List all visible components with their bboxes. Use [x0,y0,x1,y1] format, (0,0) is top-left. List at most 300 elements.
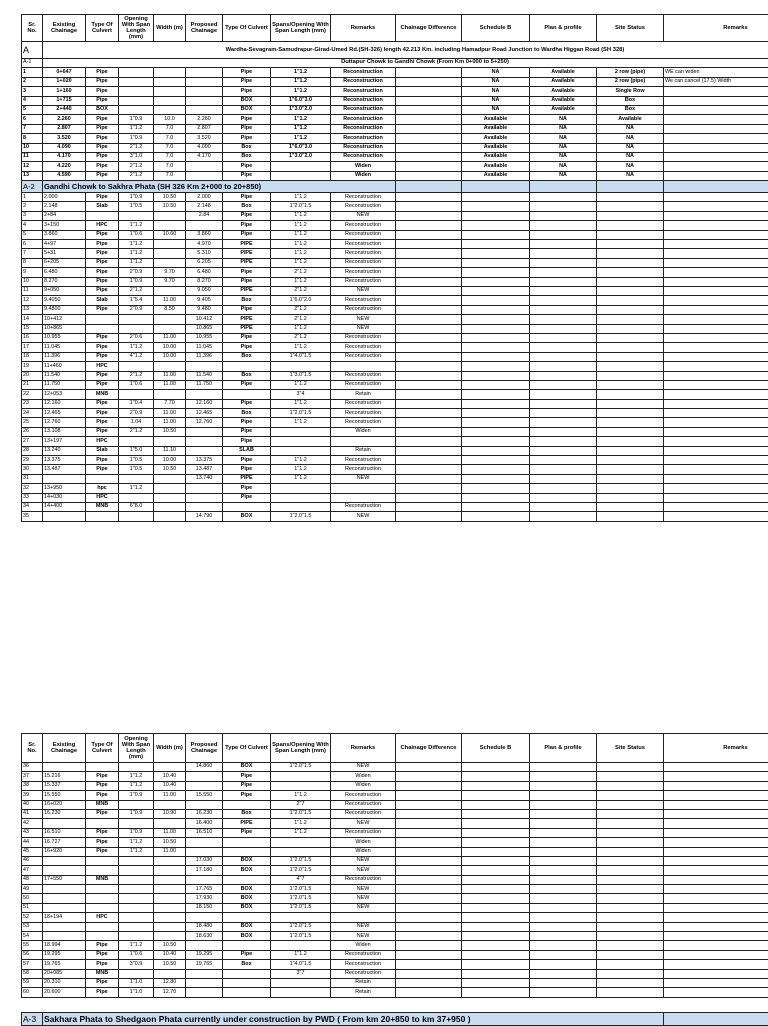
table-cell: 2.148 [186,202,223,211]
table-cell [223,502,271,511]
table-cell: 1"1.2 [119,838,154,847]
table-row [22,456,768,465]
table-row [22,343,768,352]
table-cell: 3 [22,211,43,220]
table-cell: PIPE [223,249,271,258]
table-cell [223,988,271,997]
table-cell: Pipe [223,305,271,314]
table-cell: PIPE [223,324,271,333]
table-cell: 38 [22,781,43,790]
table-cell: 16 [22,333,43,342]
table-cell: Reconstruction [331,409,396,418]
table-cell [154,474,186,483]
table-cell [396,143,462,152]
table-cell: 2"1.2 [119,427,154,436]
table-cell [271,988,331,997]
table-row [22,978,768,987]
table-cell [186,77,223,86]
table-cell: NA [462,105,530,114]
table-cell: 10.50 [154,838,186,847]
table-row [22,969,768,978]
table-cell: Reconstruction [331,115,396,124]
table-cell [154,885,186,894]
table-cell: 2 row (pipe) [597,77,664,86]
table-cell: Pipe [86,277,119,286]
table-cell [86,819,119,828]
table-cell [154,77,186,86]
table-cell: NA [530,171,597,180]
table-cell: NEW [331,512,396,521]
table-cell [86,315,119,324]
table-cell [43,932,86,941]
table-cell: 1"0.9 [119,791,154,800]
table-cell: 1"2.0"1.5 [271,763,331,772]
table-cell: 2+440 [43,105,86,114]
table-cell: Reconstruction [331,371,396,380]
table-cell [664,105,768,114]
table-cell: Pipe [223,437,271,446]
table-cell: 1"0.9 [119,277,154,286]
table-cell: 1"6.0"3.0 [271,143,331,152]
table-row [22,828,768,837]
table-cell: Pipe [223,124,271,133]
table-cell: 8 [22,258,43,267]
table-cell [119,819,154,828]
table-cell [186,162,223,171]
table-cell: 28 [22,446,43,455]
table-cell: 10.40 [154,781,186,790]
table-row [22,143,768,152]
table-cell [271,484,331,493]
table-cell: 1"1.0 [119,978,154,987]
table-cell: 3.860 [43,230,86,239]
table-cell: 17 [22,343,43,352]
table-row [22,152,768,161]
table-cell: NEW [331,894,396,903]
section-a-tag: A [22,42,43,59]
table-cell: 14 [22,315,43,324]
table-cell [86,903,119,912]
table-row [22,240,768,249]
table-cell: 5 [22,105,43,114]
table-cell: 45 [22,847,43,856]
table-cell [119,885,154,894]
table-row [22,193,768,202]
table-row [22,932,768,941]
table-cell: HPC [86,362,119,371]
table-row [22,913,768,922]
table-cell [86,763,119,772]
table-cell: We can cancel (17.5) Width [664,77,768,86]
table-cell: Reconstruction [331,399,396,408]
table-cell: NA [597,124,664,133]
table-cell [271,427,331,436]
table-cell: Pipe [86,371,119,380]
table-cell: 4.170 [43,152,86,161]
table-cell: 2.000 [186,193,223,202]
table-cell: 5.310 [186,249,223,258]
table-cell: 10.955 [186,333,223,342]
table-cell: 19.295 [43,950,86,959]
table-cell: 2"1.2 [119,162,154,171]
table-cell: Pipe [86,343,119,352]
table-cell: 2"0.9 [119,409,154,418]
table-cell [186,941,223,950]
table-cell [396,96,462,105]
table-cell [223,362,271,371]
table-cell: Available [530,77,597,86]
table-cell: 18.480 [186,922,223,931]
section-a2-tag: A-2 [22,181,43,193]
table-cell [223,838,271,847]
table-cell: 2.260 [186,115,223,124]
table-cell: 11.00 [154,791,186,800]
table-cell [664,152,768,161]
table-cell: 2.807 [186,124,223,133]
table-cell: Reconstruction [331,124,396,133]
table-cell [271,171,331,180]
table-cell: Reconstruction [331,134,396,143]
table-cell: Pipe [86,193,119,202]
table-cell: 1"1.2 [271,456,331,465]
table-row [22,202,768,211]
table-row [22,427,768,436]
table-row [22,847,768,856]
table-cell: 1"2.0"1.5 [271,866,331,875]
table-cell: 6.205 [186,258,223,267]
table-cell: NEW [331,315,396,324]
table-cell: 1"5.0 [119,446,154,455]
table-cell: 4.170 [186,152,223,161]
table-cell [186,68,223,77]
table-cell: 1"1.2 [271,380,331,389]
table-cell: MNB [86,800,119,809]
table-cell: 3"1.0 [119,152,154,161]
table-cell: Pipe [86,96,119,105]
table-cell: 1"1.2 [271,277,331,286]
table-cell: Pipe [86,465,119,474]
table-cell: 11.750 [43,380,86,389]
table-cell: hpc [86,484,119,493]
table-cell: 1"1.2 [119,484,154,493]
table-cell: 1"2.0"1.5 [271,932,331,941]
table-cell: 13 [22,305,43,314]
table-cell: NA [597,162,664,171]
table-cell: 1"1.2 [271,68,331,77]
table-cell: Pipe [86,249,119,258]
table-cell: 46 [22,856,43,865]
table-cell: Reconstruction [331,333,396,342]
table-cell: Pipe [223,230,271,239]
table-cell: 1"0.6 [119,950,154,959]
table-cell [186,105,223,114]
table-cell: 1"1.2 [119,941,154,950]
table-cell: 11.00 [154,371,186,380]
table-row [22,922,768,931]
table-cell: 2"0.9 [119,305,154,314]
table-cell: NA [597,143,664,152]
table-cell [154,390,186,399]
table-cell [271,847,331,856]
table-cell [664,134,768,143]
table-cell: Pipe [86,791,119,800]
table-cell [664,143,768,152]
table-cell: Pipe [223,427,271,436]
table-cell: 9.405 [186,296,223,305]
table-row [22,162,768,171]
table-cell: Pipe [86,418,119,427]
table-cell: 32 [22,484,43,493]
table-cell [119,875,154,884]
table-cell: Pipe [86,988,119,997]
table-cell: 10 [22,143,43,152]
table-cell: 1"1.2 [271,124,331,133]
table-cell: 1+715 [43,96,86,105]
table-cell [271,941,331,950]
table-cell: 10.00 [154,352,186,361]
table-cell: NEW [331,211,396,220]
table-cell: NEW [331,819,396,828]
table-cell [86,885,119,894]
table-cell: 0+647 [43,68,86,77]
table-cell: 11.00 [154,296,186,305]
table-cell: Pipe [86,124,119,133]
table-cell: Pipe [223,134,271,143]
table-cell: 10.955 [43,333,86,342]
table-cell [186,800,223,809]
table-cell [186,87,223,96]
table-cell: 18 [22,352,43,361]
table-cell: Pipe [86,409,119,418]
table-cell [186,847,223,856]
table-cell: 14.860 [186,763,223,772]
table-cell: Pipe [86,809,119,818]
table-cell: 51 [22,903,43,912]
table-cell [119,96,154,105]
table-cell: 54 [22,932,43,941]
table-cell: 16.510 [43,828,86,837]
table-cell: 16.230 [43,809,86,818]
table-cell: 1"1.2 [271,418,331,427]
table-cell: Reconstruction [331,143,396,152]
table-cell: 12.160 [43,399,86,408]
table-cell [331,362,396,371]
table-cell: 11.00 [154,380,186,389]
table-cell: Pipe [86,352,119,361]
table-cell: NEW [331,866,396,875]
table-cell [154,240,186,249]
table-cell: 1"1.2 [119,343,154,352]
table-cell: 59 [22,978,43,987]
table-cell: NEW [331,856,396,865]
table-cell: 42 [22,819,43,828]
table-cell: 2"1.2 [271,315,331,324]
table-cell: Reconstruction [331,221,396,230]
table-cell: 1"1.2 [271,258,331,267]
header-schedule-b: Schedule B [462,15,530,42]
table-cell [86,932,119,941]
table-cell: Reconstruction [331,791,396,800]
table-cell: 13.740 [186,474,223,483]
table-cell: BOX [86,105,119,114]
table-cell: 7.0 [154,162,186,171]
table-cell [396,124,462,133]
table-cell: 10.412 [186,315,223,324]
table-cell: 1"0.6 [119,380,154,389]
table-cell: 11.045 [43,343,86,352]
table-cell: 9+050 [43,286,86,295]
table-cell [119,105,154,114]
table-cell: 1"1.2 [271,77,331,86]
table-cell: 6"8.0 [119,502,154,511]
table-cell: 8.270 [186,277,223,286]
table-cell: 24 [22,409,43,418]
table-cell: Pipe [86,456,119,465]
table-cell [186,437,223,446]
table-cell: 1"1.2 [271,211,331,220]
table-cell: 16.400 [186,819,223,828]
table-row [22,77,768,86]
table-cell: Pipe [86,134,119,143]
table-cell: Pipe [223,950,271,959]
table-cell [186,427,223,436]
table-cell: Reconstruction [331,230,396,239]
table-cell: Reconstruction [331,202,396,211]
table-row [22,371,768,380]
table-cell: Box [223,352,271,361]
table-cell [331,493,396,502]
table-row [22,885,768,894]
table-cell: BOX [223,512,271,521]
table-cell: MNB [86,390,119,399]
table-cell: Reconstruction [331,418,396,427]
table-cell [396,68,462,77]
table-cell: PIPE [223,286,271,295]
table-cell: 43 [22,828,43,837]
table-row [22,894,768,903]
table-cell [186,875,223,884]
table-cell: 4 [22,96,43,105]
table-cell: 9.4800 [43,305,86,314]
table-row [22,781,768,790]
table-cell: Pipe [86,781,119,790]
table-cell: 13 [22,171,43,180]
table-cell [119,763,154,772]
table-cell: 1"2.0"1.5 [271,809,331,818]
section-a1-row [22,59,768,68]
table-cell [664,162,768,171]
table-cell [271,502,331,511]
table-cell [43,866,86,875]
table-cell [86,922,119,931]
table-row [22,856,768,865]
table-cell: 12.80 [154,978,186,987]
table-cell [119,87,154,96]
table-cell: BOX [223,856,271,865]
table-cell [154,68,186,77]
table-cell: HPC [86,913,119,922]
table-cell [86,894,119,903]
table-cell: 15.550 [43,791,86,800]
header-remarks-2: Remarks [664,15,768,42]
table-cell: Box [223,960,271,969]
table-cell: 10.90 [154,809,186,818]
header-type-of-culvert: Type Of Culvert [86,15,119,42]
table-row [22,763,768,772]
table-cell: 1"0.6 [119,230,154,239]
table-cell: 2"7 [271,800,331,809]
table-cell [396,171,462,180]
table-cell: Pipe [86,380,119,389]
table-row [22,474,768,483]
table-cell: 8 [22,134,43,143]
table-cell: 1"1.2 [271,819,331,828]
table-cell: HPC [86,221,119,230]
table-cell: 1"0.9 [119,134,154,143]
table-cell: 58 [22,969,43,978]
table-cell: 16.727 [43,838,86,847]
section-a3-title: Sakhara Phata to Shedgaon Phata currently under construction by PWD ( From km 20+850 to km 37+950 ) [43,1013,664,1026]
table-cell: 47 [22,866,43,875]
table-cell [154,856,186,865]
table-cell: NA [530,162,597,171]
table-cell: Reconstruction [331,77,396,86]
table-cell: Pipe [223,333,271,342]
header-opening: Opening With Span Length (mm) [119,15,154,42]
table-cell: 4"1.2 [119,352,154,361]
table-cell [119,390,154,399]
table-cell [186,781,223,790]
table-cell: 9.4050 [43,296,86,305]
culvert-table-lower [21,733,768,998]
table-cell: Slab [86,296,119,305]
table-cell: 14+400 [43,502,86,511]
table-cell: 35 [22,512,43,521]
table-cell: 1"6.0"3.0 [271,96,331,105]
table-cell: Available [597,115,664,124]
table-cell: 2"1.2 [119,286,154,295]
table-cell: Reconstruction [331,456,396,465]
table-cell: Pipe [86,333,119,342]
table-cell: 33 [22,493,43,502]
table-cell: NA [597,134,664,143]
table-cell: 11.396 [186,352,223,361]
table-cell: 10.50 [154,960,186,969]
table-cell: 8.270 [43,277,86,286]
table-cell [154,502,186,511]
table-cell: 10.50 [154,193,186,202]
table-cell: Pipe [223,772,271,781]
header-existing-chainage: Existing Chainage [43,734,86,763]
table-cell [186,913,223,922]
table-cell: PIPE [223,819,271,828]
table-cell: 1"1.2 [271,221,331,230]
table-cell: 1"1.2 [119,847,154,856]
table-cell: Reconstruction [331,465,396,474]
table-cell: Pipe [86,162,119,171]
table-cell [119,866,154,875]
table-cell: 2 [22,202,43,211]
table-cell: NA [597,171,664,180]
table-row [22,171,768,180]
table-row [22,988,768,997]
table-cell: 20.600 [43,988,86,997]
table-cell [154,913,186,922]
table-cell [271,446,331,455]
table-cell: 1"1.2 [119,258,154,267]
table-cell: MNB [86,969,119,978]
table-cell [223,913,271,922]
